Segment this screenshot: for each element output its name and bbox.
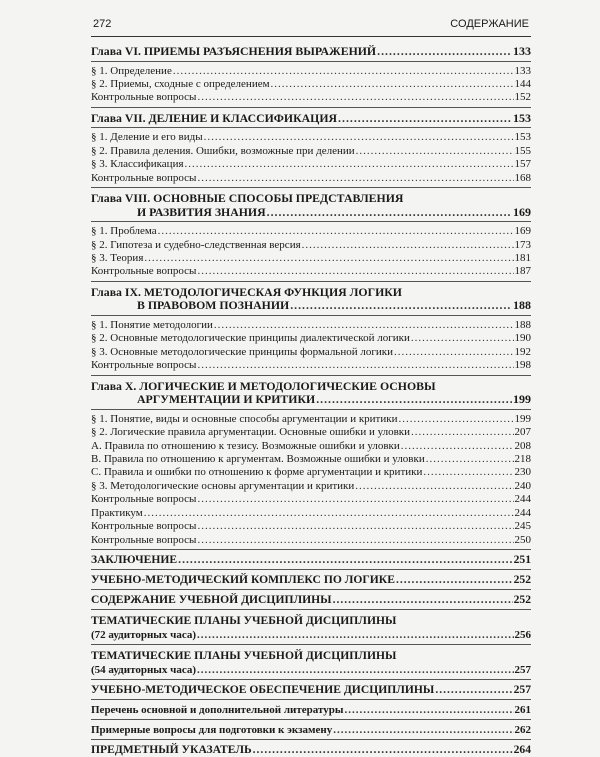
leader-dots bbox=[356, 145, 514, 158]
toc-entry[interactable] bbox=[91, 145, 531, 158]
leader-dots bbox=[423, 466, 513, 479]
section-divider bbox=[91, 589, 531, 590]
toc-entry-page: 144 bbox=[514, 78, 531, 90]
toc-entry-label: § 1. Определение bbox=[91, 64, 172, 77]
toc-entry-label: УЧЕБНО-МЕТОДИЧЕСКИЙ КОМПЛЕКС ПО ЛОГИКЕ bbox=[91, 572, 395, 586]
leader-dots bbox=[267, 206, 512, 220]
toc-entry-label: § 2. Правила деления. Ошибки, возможные при делении bbox=[91, 144, 355, 157]
toc-entry-page: 244 bbox=[514, 493, 531, 506]
leader-dots bbox=[411, 426, 513, 439]
toc-entry[interactable] bbox=[91, 534, 531, 547]
toc-entry-label: С. Правила и ошибки по отношению к форме аргументации и критики bbox=[91, 466, 423, 479]
chapter-title-continued bbox=[91, 206, 531, 220]
leader-dots bbox=[435, 683, 512, 697]
toc-entry[interactable] bbox=[91, 65, 531, 78]
toc-entry-label: § 2. Гипотеза и судебно-следственная версия bbox=[91, 238, 301, 251]
chapter-title-continued bbox=[91, 299, 531, 313]
leader-dots bbox=[338, 112, 512, 126]
leader-dots bbox=[411, 332, 514, 345]
leader-dots bbox=[316, 393, 512, 407]
heading-underline bbox=[91, 409, 531, 410]
toc-entry[interactable] bbox=[91, 225, 531, 238]
toc-entry-page: 230 bbox=[514, 466, 531, 479]
leader-dots bbox=[333, 593, 513, 607]
leader-dots bbox=[197, 628, 514, 642]
toc-entry-label: § 1. Понятие методологии bbox=[91, 319, 213, 332]
chapter-heading[interactable] bbox=[91, 286, 531, 313]
toc-entry[interactable] bbox=[91, 78, 531, 91]
toc-entry-label: § 2. Логические правила аргументации. Основные ошибки и уловки bbox=[91, 426, 411, 439]
leader-dots bbox=[144, 252, 513, 265]
header-page-number: 272 bbox=[93, 18, 112, 30]
toc-entry-label: Контрольные вопросы bbox=[91, 265, 197, 278]
section-divider bbox=[91, 679, 531, 680]
leader-dots bbox=[214, 319, 514, 332]
chapter-page: 188 bbox=[513, 298, 531, 313]
toc-entry-page: 192 bbox=[514, 345, 531, 358]
leader-dots bbox=[197, 493, 513, 506]
running-header bbox=[91, 18, 531, 37]
header-section-title: СОДЕРЖАНИЕ bbox=[450, 18, 529, 30]
toc-entry-label: § 1. Проблема bbox=[91, 225, 157, 238]
toc-entry-page: 256 bbox=[514, 628, 531, 641]
toc-entry-page: 261 bbox=[514, 703, 531, 716]
toc-entry-page: 187 bbox=[514, 265, 531, 278]
toc-entry[interactable] bbox=[91, 91, 531, 104]
end-section-heading[interactable] bbox=[91, 723, 531, 737]
toc-entry-label: Контрольные вопросы bbox=[91, 171, 197, 184]
toc-entry-label: Контрольные вопросы bbox=[91, 493, 197, 506]
leader-dots bbox=[197, 534, 513, 547]
end-section-title: ТЕМАТИЧЕСКИЕ ПЛАНЫ УЧЕБНОЙ ДИСЦИПЛИНЫ bbox=[91, 648, 397, 662]
toc-entry[interactable] bbox=[91, 413, 531, 426]
toc-entry-page: 208 bbox=[514, 439, 531, 452]
leader-dots bbox=[197, 663, 514, 677]
section-divider bbox=[91, 699, 531, 700]
leader-dots bbox=[144, 507, 514, 520]
toc-entry-page: 251 bbox=[513, 552, 531, 566]
toc-entry-label: Практикум bbox=[91, 506, 143, 519]
toc-entry-page: 133 bbox=[513, 44, 531, 58]
end-section-subtitle[interactable] bbox=[91, 663, 531, 677]
toc-entry[interactable] bbox=[91, 332, 531, 345]
end-section-title: ТЕМАТИЧЕСКИЕ ПЛАНЫ УЧЕБНОЙ ДИСЦИПЛИНЫ bbox=[91, 613, 397, 627]
section-divider bbox=[91, 719, 531, 720]
toc-entry-label: § 3. Классификация bbox=[91, 158, 184, 171]
toc-entry-page: 157 bbox=[514, 158, 531, 171]
toc-entry-page: 152 bbox=[514, 91, 531, 104]
chapter-title-line2: В ПРАВОВОМ ПОЗНАНИИ bbox=[137, 298, 290, 313]
section-divider bbox=[91, 569, 531, 570]
toc-entry-label: Контрольные вопросы bbox=[91, 520, 197, 533]
toc-entry[interactable] bbox=[91, 265, 531, 278]
leader-dots bbox=[197, 265, 513, 278]
chapter-title-line2: И РАЗВИТИЯ ЗНАНИЯ bbox=[137, 204, 266, 219]
chapter-divider bbox=[91, 281, 531, 282]
section-divider bbox=[91, 644, 531, 645]
leader-dots bbox=[302, 239, 514, 252]
toc-entry-page: 153 bbox=[514, 131, 531, 144]
toc-entry[interactable] bbox=[91, 172, 531, 185]
toc-entry-label: § 1. Понятие, виды и основные способы аргументации и критики bbox=[91, 412, 398, 425]
toc-entry-page: 264 bbox=[513, 742, 531, 756]
chapter-page: 169 bbox=[513, 204, 531, 219]
leader-dots bbox=[197, 520, 513, 533]
leader-dots bbox=[197, 172, 513, 185]
toc-entry-page: 198 bbox=[514, 359, 531, 372]
leader-dots bbox=[355, 480, 513, 493]
chapter-title-line2: АРГУМЕНТАЦИИ И КРИТИКИ bbox=[137, 392, 316, 407]
toc-entry-label: ПРЕДМЕТНЫЙ УКАЗАТЕЛЬ bbox=[91, 742, 252, 756]
chapter-divider bbox=[91, 107, 531, 108]
toc-entry-page: 252 bbox=[513, 572, 531, 586]
leader-dots bbox=[396, 573, 513, 587]
leader-dots bbox=[158, 225, 514, 238]
leader-dots bbox=[377, 45, 512, 59]
toc-entry-page: 133 bbox=[514, 64, 531, 77]
toc-entry-label: Контрольные вопросы bbox=[91, 533, 197, 546]
section-divider bbox=[91, 549, 531, 550]
leader-dots bbox=[271, 78, 514, 91]
toc-entry-page: 153 bbox=[513, 110, 531, 125]
heading-underline bbox=[91, 315, 531, 316]
end-section-heading[interactable] bbox=[91, 573, 531, 587]
chapter-heading[interactable] bbox=[91, 192, 531, 219]
toc-entry-label: ЗАКЛЮЧЕНИЕ bbox=[91, 552, 178, 566]
chapter-title: Глава VIII. ОСНОВНЫЕ СПОСОБЫ ПРЕДСТАВЛЕНИЯ bbox=[91, 191, 404, 206]
chapter-heading[interactable] bbox=[91, 45, 531, 59]
toc-entry-label: А. Правила по отношению к тезису. Возможные ошибки и уловки bbox=[91, 439, 400, 452]
toc-entry[interactable] bbox=[91, 131, 531, 144]
leader-dots bbox=[185, 158, 514, 171]
toc-entry[interactable] bbox=[91, 466, 531, 479]
toc-page bbox=[91, 18, 531, 757]
chapter-divider bbox=[91, 375, 531, 376]
toc-entry-page: 188 bbox=[514, 319, 531, 332]
toc-entry-label: В. Правила по отношению к аргументам. Возможные ошибки и уловки bbox=[91, 453, 425, 466]
toc-entry-label: § 3. Методологические основы аргументации и критики bbox=[91, 479, 355, 492]
leader-dots bbox=[401, 440, 514, 453]
toc-entry[interactable] bbox=[91, 507, 531, 520]
toc-entry-label: Глава VI. ПРИЕМЫ РАЗЪЯСНЕНИЯ ВЫРАЖЕНИЙ bbox=[91, 44, 377, 58]
toc-entry-page: 168 bbox=[514, 171, 531, 184]
toc-entry-label: (54 аудиторных часа) bbox=[91, 663, 196, 676]
toc-entry-label: § 3. Основные методологические принципы формальной логики bbox=[91, 345, 393, 358]
toc-entry-page: 199 bbox=[514, 412, 531, 425]
heading-underline bbox=[91, 61, 531, 62]
toc-entry-page: 252 bbox=[513, 592, 531, 606]
toc-entry-label: § 3. Теория bbox=[91, 252, 144, 265]
heading-underline bbox=[91, 221, 531, 222]
chapter-divider bbox=[91, 187, 531, 188]
toc-entry-label: § 2. Основные методологические принципы диалектической логики bbox=[91, 332, 410, 345]
toc-entry-page: 207 bbox=[514, 426, 531, 439]
toc-entry-page: 245 bbox=[514, 520, 531, 533]
chapter-title-continued bbox=[91, 393, 531, 407]
end-section-heading[interactable] bbox=[91, 614, 531, 642]
toc-entry-page: 257 bbox=[513, 682, 531, 696]
leader-dots bbox=[197, 91, 513, 104]
chapter-heading[interactable] bbox=[91, 112, 531, 126]
toc-entry[interactable] bbox=[91, 440, 531, 453]
toc-entry-label: УЧЕБНО-МЕТОДИЧЕСКОЕ ОБЕСПЕЧЕНИЕ ДИСЦИПЛИНЫ bbox=[91, 682, 435, 696]
toc-entry-label: Контрольные вопросы bbox=[91, 359, 197, 372]
toc-entry-label: (72 аудиторных часа) bbox=[91, 628, 196, 641]
toc-entry-page: 190 bbox=[514, 332, 531, 345]
toc-entry-label: Глава VII. ДЕЛЕНИЕ И КЛАССИФИКАЦИЯ bbox=[91, 110, 338, 125]
toc-entry-label: Примерные вопросы для подготовки к экзамену bbox=[91, 723, 333, 736]
toc-entry-page: 257 bbox=[514, 663, 531, 676]
toc-entry-page: 262 bbox=[514, 723, 531, 736]
chapter-heading[interactable] bbox=[91, 380, 531, 407]
toc-entry-page: 181 bbox=[514, 252, 531, 265]
end-section-heading[interactable] bbox=[91, 553, 531, 567]
end-section-heading[interactable] bbox=[91, 683, 531, 697]
end-section-heading[interactable] bbox=[91, 703, 531, 717]
toc-entry[interactable] bbox=[91, 359, 531, 372]
leader-dots bbox=[394, 346, 514, 359]
toc-entry[interactable] bbox=[91, 453, 531, 466]
toc-entry[interactable] bbox=[91, 252, 531, 265]
leader-dots bbox=[344, 703, 513, 717]
toc-entry-page: 240 bbox=[514, 479, 531, 492]
toc-entry[interactable] bbox=[91, 346, 531, 359]
chapter-page: 199 bbox=[513, 392, 531, 407]
toc-entry-label: СОДЕРЖАНИЕ УЧЕБНОЙ ДИСЦИПЛИНЫ bbox=[91, 592, 332, 606]
chapter-title: Глава X. ЛОГИЧЕСКИЕ И МЕТОДОЛОГИЧЕСКИЕ ОСНОВЫ bbox=[91, 378, 436, 393]
toc-entry-page: 218 bbox=[514, 453, 531, 466]
toc-entry-page: 250 bbox=[514, 533, 531, 546]
chapter-title: Глава IX. МЕТОДОЛОГИЧЕСКАЯ ФУНКЦИЯ ЛОГИКИ bbox=[91, 284, 402, 299]
toc-entry[interactable] bbox=[91, 480, 531, 493]
toc-entry-label: Контрольные вопросы bbox=[91, 91, 197, 104]
toc-entry[interactable] bbox=[91, 319, 531, 332]
leader-dots bbox=[173, 65, 514, 78]
toc-entry[interactable] bbox=[91, 426, 531, 439]
heading-underline bbox=[91, 127, 531, 128]
leader-dots bbox=[178, 553, 512, 567]
leader-dots bbox=[399, 413, 514, 426]
end-section-heading[interactable] bbox=[91, 593, 531, 607]
section-divider bbox=[91, 739, 531, 740]
toc-entry-label: § 1. Деление и его виды bbox=[91, 131, 203, 144]
leader-dots bbox=[290, 299, 512, 313]
leader-dots bbox=[426, 453, 514, 466]
end-section-heading[interactable] bbox=[91, 649, 531, 677]
toc-entry-page: 169 bbox=[514, 225, 531, 238]
toc-entry-page: 155 bbox=[514, 144, 531, 157]
toc-entry-page: 244 bbox=[514, 506, 531, 519]
table-of-contents bbox=[91, 45, 531, 757]
toc-entry[interactable] bbox=[91, 158, 531, 171]
toc-entry-label: Перечень основной и дополнительной литературы bbox=[91, 703, 344, 716]
toc-entry[interactable] bbox=[91, 239, 531, 252]
end-section-subtitle[interactable] bbox=[91, 628, 531, 642]
leader-dots bbox=[204, 131, 514, 144]
section-divider bbox=[91, 609, 531, 610]
leader-dots bbox=[197, 359, 513, 372]
leader-dots bbox=[333, 723, 513, 737]
toc-entry-label: § 2. Приемы, сходные с определением bbox=[91, 78, 270, 90]
toc-entry[interactable] bbox=[91, 520, 531, 533]
toc-entry-page: 173 bbox=[514, 238, 531, 251]
toc-entry[interactable] bbox=[91, 493, 531, 506]
